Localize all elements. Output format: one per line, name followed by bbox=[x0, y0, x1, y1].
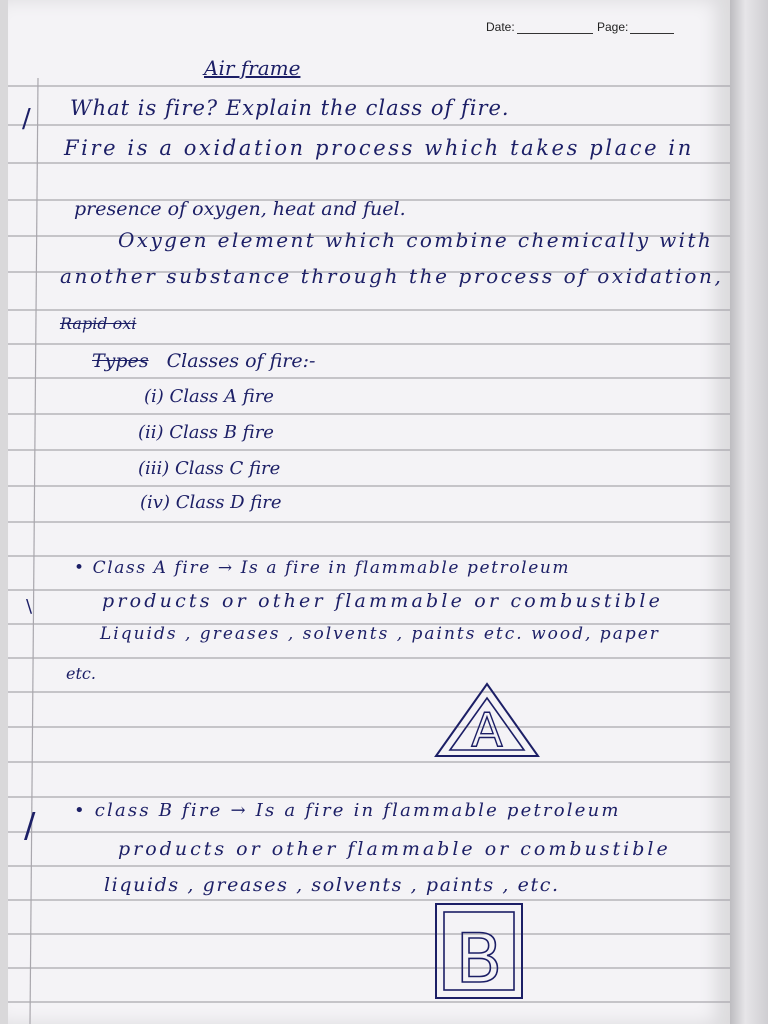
notebook-page bbox=[8, 0, 730, 1024]
class-list-item: (i) Class A fire bbox=[144, 386, 274, 407]
struck-word: Types bbox=[92, 350, 149, 372]
date-field bbox=[486, 20, 593, 34]
class-a-triangle-symbol bbox=[432, 680, 542, 760]
class-a-line: • Class A fire → Is a fire in flammable petroleum bbox=[74, 558, 571, 578]
class-list-item: (iv) Class D fire bbox=[140, 492, 282, 513]
margin-mark: / bbox=[24, 806, 36, 846]
margin-mark: \ bbox=[26, 596, 33, 617]
page-label: Page: bbox=[597, 20, 629, 34]
class-b-line: • class B fire → Is a fire in flammable petroleum bbox=[74, 800, 621, 821]
definition-line: Fire is a oxidation process which takes place in bbox=[64, 136, 694, 160]
classes-heading-text: Classes of fire:- bbox=[166, 350, 316, 372]
definition-line: Oxygen element which combine chemically with bbox=[118, 228, 714, 252]
class-b-line: products or other flammable or combustible bbox=[118, 838, 671, 860]
class-list-item: (ii) Class B fire bbox=[138, 422, 274, 443]
page-edge bbox=[730, 0, 768, 1024]
class-b-line: liquids , greases , solvents , paints , etc. bbox=[104, 874, 560, 896]
page-title: Air frame bbox=[204, 56, 301, 80]
class-a-line: Liquids , greases , solvents , paints etc. wood, paper bbox=[100, 624, 660, 644]
class-a-line: products or other flammable or combustible bbox=[102, 590, 664, 612]
class-list-item: (iii) Class C fire bbox=[138, 458, 281, 479]
classes-heading bbox=[92, 352, 315, 371]
class-a-symbol-letter: A bbox=[471, 703, 503, 757]
class-a-line: etc. bbox=[66, 664, 96, 683]
definition-line: another substance through the process of oxidation, bbox=[60, 264, 724, 288]
question: What is fire? Explain the class of fire. bbox=[70, 96, 510, 120]
margin-mark: / bbox=[22, 104, 31, 134]
date-label: Date: bbox=[486, 20, 515, 34]
page-field bbox=[597, 20, 674, 34]
struck-note: Rapid oxi bbox=[60, 314, 137, 333]
class-b-box-symbol bbox=[432, 900, 526, 1002]
definition-line: presence of oxygen, heat and fuel. bbox=[74, 198, 406, 220]
class-b-symbol-letter: B bbox=[455, 920, 503, 999]
